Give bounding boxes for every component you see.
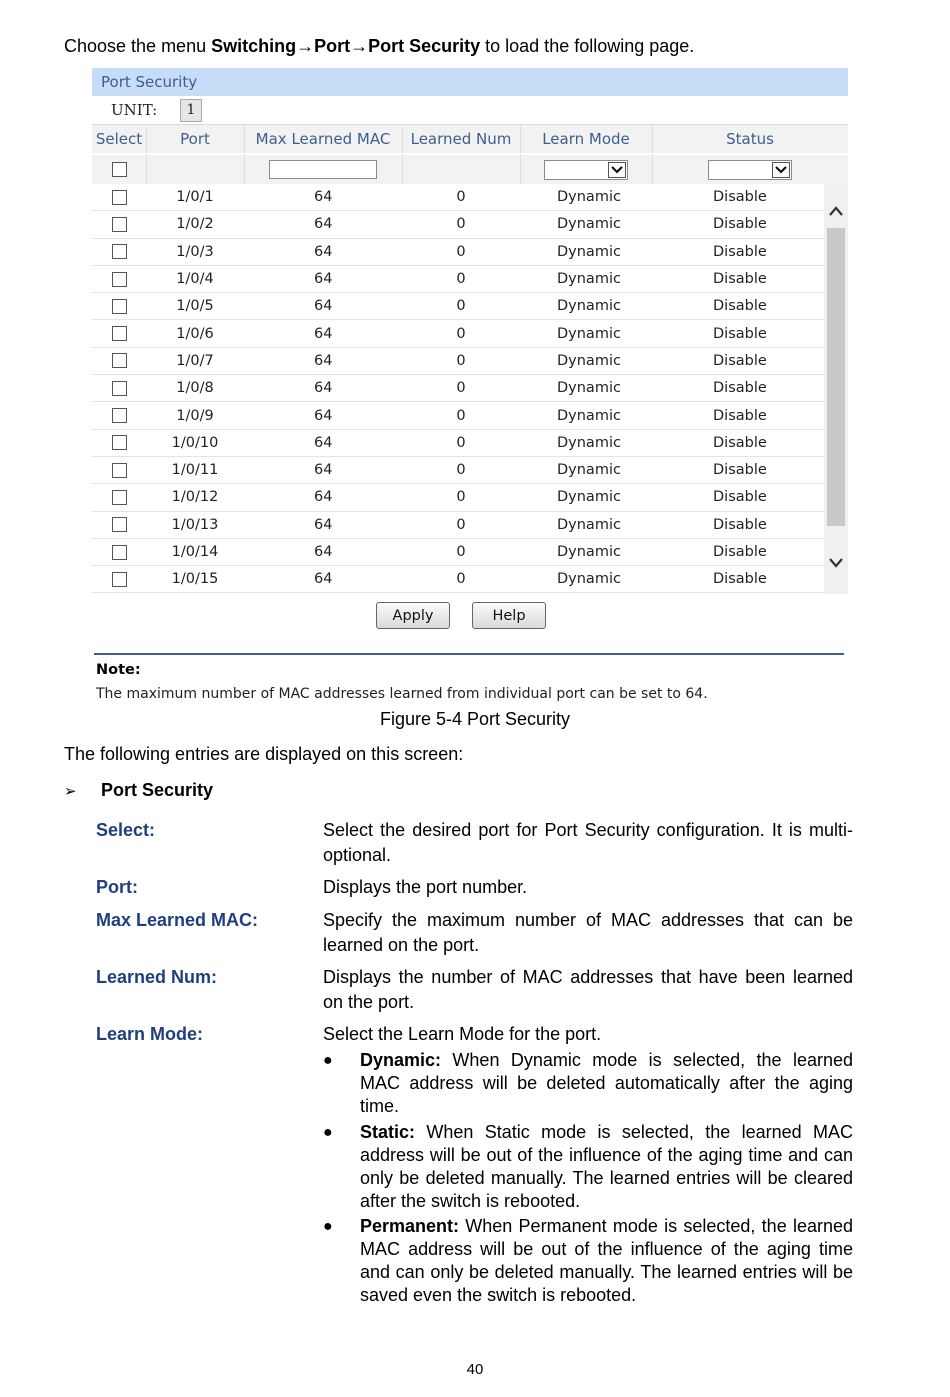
table-row[interactable]: [92, 430, 824, 457]
learn-mode-name: Static:: [360, 1122, 416, 1142]
learn-mode-cell: Dynamic: [557, 271, 621, 288]
learn-mode-select[interactable]: [544, 160, 628, 180]
row-checkbox[interactable]: [112, 326, 127, 341]
note-text: The maximum number of MAC addresses learned from individual port can be set to 64.: [96, 686, 708, 702]
learn-mode-cell: Dynamic: [557, 571, 621, 588]
learn-mode-cell: Dynamic: [557, 189, 621, 206]
table-row[interactable]: [92, 484, 824, 511]
port-table: [92, 124, 848, 148]
learned-num-cell: 0: [456, 462, 466, 479]
learn-mode-name: Dynamic:: [360, 1050, 442, 1070]
section-heading: [64, 780, 213, 801]
learn-mode-cell: Dynamic: [557, 352, 621, 369]
table-row[interactable]: [92, 539, 824, 566]
table-row[interactable]: [92, 512, 824, 539]
col-header-learn-mode: Learn Mode: [542, 130, 630, 148]
port-cell: 1/0/11: [171, 462, 219, 479]
port-security-panel: [92, 68, 848, 624]
port-cell: 1/0/14: [171, 544, 219, 560]
max-learned-mac-cell: 64: [314, 216, 333, 233]
learn-mode-cell: Dynamic: [557, 298, 621, 315]
button-bar: [92, 602, 848, 632]
bullet-dot-icon: ●: [323, 1052, 333, 1069]
panel-title: Port Security: [101, 73, 198, 91]
col-header-port: Port: [180, 130, 210, 148]
max-learned-mac-cell: 64: [314, 298, 333, 315]
row-checkbox[interactable]: [112, 272, 127, 287]
port-cell: 1/0/9: [176, 407, 214, 424]
figure-caption: Figure 5-4 Port Security: [379, 709, 571, 729]
row-checkbox[interactable]: [112, 572, 127, 587]
intro-prefix: Choose the menu: [64, 36, 212, 56]
chevron-down-icon: [772, 162, 790, 178]
col-header-select: Select: [95, 130, 143, 148]
table-row[interactable]: [92, 375, 824, 402]
port-cell: 1/0/1: [176, 189, 214, 206]
table-row[interactable]: [92, 457, 824, 484]
learned-num-cell: 0: [456, 516, 466, 533]
row-checkbox[interactable]: [112, 490, 127, 505]
status-select[interactable]: [708, 160, 792, 180]
learned-num-cell: 0: [456, 352, 466, 369]
port-cell: 1/0/10: [171, 434, 219, 451]
status-cell: Disable: [713, 243, 767, 260]
port-cell: 1/0/7: [176, 352, 214, 369]
status-cell: Disable: [713, 216, 767, 233]
table-row[interactable]: [92, 402, 824, 429]
status-cell: Disable: [713, 352, 767, 369]
page-number: 40: [466, 1361, 484, 1378]
col-header-status: Status: [726, 130, 774, 148]
definition-desc: Displays the port number.: [323, 877, 528, 897]
port-cell: 1/0/15: [171, 571, 219, 588]
port-cell: 1/0/13: [171, 516, 219, 533]
port-cell: 1/0/5: [176, 298, 214, 315]
apply-button[interactable]: Apply: [376, 602, 450, 629]
row-checkbox[interactable]: [112, 408, 127, 423]
table-scrollbar[interactable]: [824, 184, 848, 594]
entries-intro: The following entries are displayed on this screen:: [64, 744, 464, 764]
definition-desc: Select the Learn Mode for the port.: [323, 1024, 602, 1044]
learned-num-cell: 0: [456, 271, 466, 288]
row-checkbox[interactable]: [112, 190, 127, 205]
max-learned-mac-cell: 64: [314, 352, 333, 369]
max-learned-mac-cell: 64: [314, 407, 333, 424]
status-cell: Disable: [713, 325, 767, 342]
help-button[interactable]: Help: [472, 602, 546, 629]
panel-title-bar: [92, 68, 848, 96]
status-cell: Disable: [713, 298, 767, 315]
learn-mode-text: When Static mode is selected, the learned MAC address will be out of the influence of the aging time and can only be deleted manually. The learned entries will be cleared after the switch is rebooted.: [360, 1122, 853, 1211]
port-cell: 1/0/12: [171, 489, 219, 506]
bullet-dot-icon: ●: [323, 1124, 333, 1141]
definition-term: Port:: [96, 877, 138, 897]
learned-num-cell: 0: [456, 571, 466, 588]
max-learned-mac-cell: 64: [314, 434, 333, 451]
learned-num-cell: 0: [456, 189, 466, 206]
unit-row: [92, 96, 848, 124]
status-cell: Disable: [713, 544, 767, 560]
learn-mode-cell: Dynamic: [557, 407, 621, 424]
max-learned-mac-input[interactable]: [269, 160, 377, 179]
select-all-checkbox[interactable]: [112, 162, 127, 177]
definition-term: Learned Num:: [96, 967, 218, 987]
learn-mode-name: Permanent:: [360, 1216, 460, 1236]
max-learned-mac-cell: 64: [314, 462, 333, 479]
max-learned-mac-cell: 64: [314, 243, 333, 260]
status-cell: Disable: [713, 434, 767, 451]
col-header-learned-num: Learned Num: [410, 130, 512, 148]
bullet-dot-icon: ●: [323, 1218, 333, 1235]
port-cell: 1/0/2: [176, 216, 214, 233]
port-cell: 1/0/3: [176, 243, 214, 260]
definition-term: Max Learned MAC:: [96, 910, 259, 930]
max-learned-mac-cell: 64: [314, 571, 333, 588]
port-cell: 1/0/6: [176, 325, 214, 342]
row-checkbox[interactable]: [112, 299, 127, 314]
max-learned-mac-cell: 64: [314, 380, 333, 397]
learn-mode-cell: Dynamic: [557, 380, 621, 397]
status-cell: Disable: [713, 189, 767, 206]
arrow-bullet-icon: ➢: [64, 783, 77, 800]
port-cell: 1/0/8: [176, 380, 214, 397]
table-row[interactable]: [92, 266, 824, 293]
chevron-down-icon: [608, 162, 626, 178]
learn-mode-text: When Permanent mode is selected, the learned MAC address will be out of the influence of the aging time and can only be deleted manually. The learned entries will be saved even the switch is rebooted.: [360, 1216, 853, 1305]
table-body: [92, 184, 824, 593]
definition-term: Learn Mode:: [96, 1024, 204, 1044]
scroll-down-icon[interactable]: [828, 556, 844, 570]
status-cell: Disable: [713, 407, 767, 424]
intro-line: [64, 36, 694, 57]
section-title: Port Security: [101, 780, 214, 800]
learn-mode-cell: Dynamic: [557, 462, 621, 479]
learned-num-cell: 0: [456, 434, 466, 451]
table-header: [92, 125, 848, 153]
table-row[interactable]: [92, 320, 824, 347]
learned-num-cell: 0: [456, 489, 466, 506]
menu-path: Switching→Port→Port Security: [211, 36, 481, 56]
learned-num-cell: 0: [456, 407, 466, 424]
learn-mode-cell: Dynamic: [557, 216, 621, 233]
unit-label: UNIT:: [111, 101, 158, 119]
learned-num-cell: 0: [456, 325, 466, 342]
col-header-max-learned-mac: Max Learned MAC: [255, 130, 391, 148]
intro-suffix: to load the following page.: [480, 36, 695, 56]
table-row[interactable]: [92, 211, 824, 238]
definition-desc: Select the desired port for Port Security configuration. It is multi-optional.: [323, 820, 853, 865]
learn-mode-text: When Dynamic mode is selected, the learned MAC address will be deleted automatically after the aging time.: [360, 1050, 853, 1116]
status-cell: Disable: [713, 462, 767, 479]
definition-desc: Specify the maximum number of MAC addresses that can be learned on the port.: [323, 910, 853, 955]
status-cell: Disable: [713, 489, 767, 506]
status-cell: Disable: [713, 571, 767, 588]
learned-num-cell: 0: [456, 243, 466, 260]
unit-tab[interactable]: 1: [180, 99, 202, 122]
table-row[interactable]: [92, 239, 824, 266]
row-checkbox[interactable]: [112, 244, 127, 259]
definition-desc: Displays the number of MAC addresses that have been learned on the port.: [323, 967, 853, 1012]
table-row[interactable]: [92, 348, 824, 375]
max-learned-mac-cell: 64: [314, 271, 333, 288]
max-learned-mac-cell: 64: [314, 516, 333, 533]
learn-mode-cell: Dynamic: [557, 489, 621, 506]
row-checkbox[interactable]: [112, 381, 127, 396]
table-row[interactable]: [92, 293, 824, 320]
max-learned-mac-cell: 64: [314, 189, 333, 206]
learn-mode-cell: Dynamic: [557, 516, 621, 533]
table-row[interactable]: [92, 566, 824, 593]
row-checkbox[interactable]: [112, 463, 127, 478]
row-checkbox[interactable]: [112, 517, 127, 532]
learned-num-cell: 0: [456, 380, 466, 397]
max-learned-mac-cell: 64: [314, 544, 333, 560]
learn-mode-cell: Dynamic: [557, 544, 621, 560]
learned-num-cell: 0: [456, 298, 466, 315]
filter-row: [92, 155, 848, 184]
row-checkbox[interactable]: [112, 435, 127, 450]
learn-mode-cell: Dynamic: [557, 325, 621, 342]
port-cell: 1/0/4: [176, 271, 214, 288]
definition-term: Select:: [96, 820, 156, 840]
status-cell: Disable: [713, 516, 767, 533]
row-checkbox[interactable]: [112, 217, 127, 232]
scroll-thumb[interactable]: [827, 228, 845, 526]
status-cell: Disable: [713, 380, 767, 397]
max-learned-mac-cell: 64: [314, 489, 333, 506]
scroll-up-icon[interactable]: [828, 204, 844, 218]
status-cell: Disable: [713, 271, 767, 288]
note-title: Note:: [96, 662, 141, 678]
note-divider: [94, 653, 844, 655]
max-learned-mac-cell: 64: [314, 325, 333, 342]
learn-mode-cell: Dynamic: [557, 434, 621, 451]
row-checkbox[interactable]: [112, 545, 127, 560]
row-checkbox[interactable]: [112, 353, 127, 368]
learned-num-cell: 0: [456, 544, 466, 560]
learn-mode-cell: Dynamic: [557, 243, 621, 260]
learned-num-cell: 0: [456, 216, 466, 233]
table-row[interactable]: [92, 184, 824, 211]
